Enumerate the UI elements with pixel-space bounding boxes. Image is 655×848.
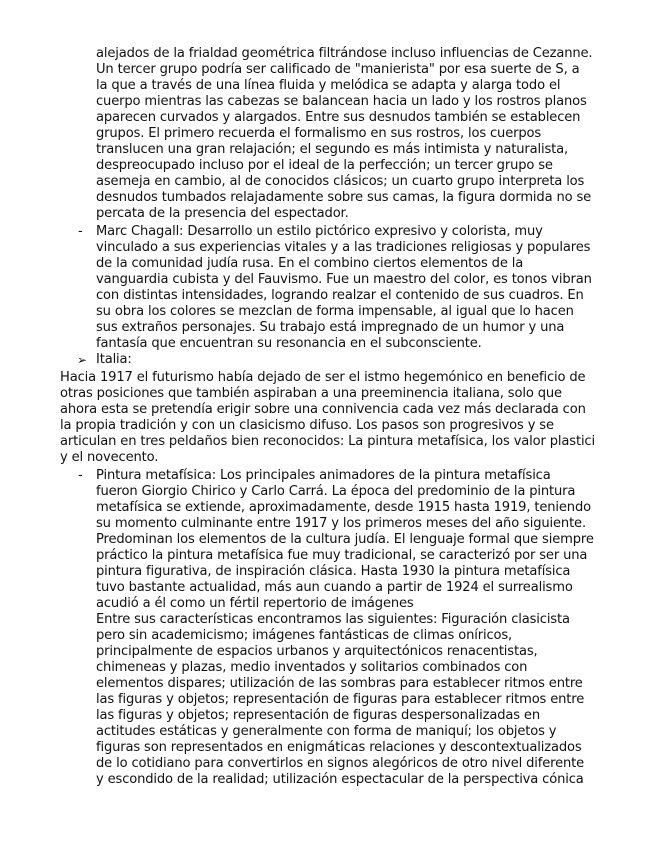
dash-bullet: - xyxy=(78,468,83,483)
text-line: elementos dispares; utilización de las sombras para establecer ritmos entre xyxy=(96,676,583,691)
text-line: chimeneas y plazas, medio inventados y solitarios combinados con xyxy=(96,660,528,675)
text-line: con distintas intensidades, logrando realzar el contenido de sus cuadros. En xyxy=(96,288,584,303)
text-line: grupos. El primero recuerda el formalismo en sus rostros, los cuerpos xyxy=(96,126,542,141)
text-line: de la comunidad judía rusa. En el combino ciertos elementos de la xyxy=(96,256,524,271)
text-line: vinculado a sus experiencias vitales y a las tradiciones religiosas y populares xyxy=(96,240,591,255)
text-line: y escondido de la realidad; utilización espectacular de la perspectiva cónica xyxy=(96,772,584,787)
text-line: la que a través de una línea fluida y melódica se adapta y alarga todo el xyxy=(96,78,561,93)
text-line: otras posiciones que también aspiraban a una preeminencia italiana, solo que xyxy=(60,386,562,401)
text-line: las figuras y objetos; representación de figuras para establecer ritmos entre xyxy=(96,692,585,707)
text-line: percata de la presencia del espectador. xyxy=(96,206,349,221)
text-line: despreocupado incluso por el ideal de la perfección; un tercer grupo se xyxy=(96,158,553,173)
text-line: y el novecento. xyxy=(60,450,159,465)
text-line: articulan en tres peldaños bien reconocidos: La pintura metafísica, los valor plastici xyxy=(60,434,595,449)
text-line: su momento culminante entre 1917 y los primeros meses del año siguiente. xyxy=(96,516,586,531)
text-line: Un tercer grupo podría ser calificado de "manierista" por esa suerte de S, a xyxy=(96,62,580,77)
text-line: Entre sus características encontramos las siguientes: Figuración clasicista xyxy=(96,612,570,627)
text-line: principalmente de espacios urbanos y arquitectónicos renacentistas, xyxy=(96,644,538,659)
text-line: actitudes estáticas y generalmente con forma de maniquí; los objetos y xyxy=(96,724,557,739)
text-line: fantasía que encuentran su resonancia en el subconsciente. xyxy=(96,336,482,351)
text-line: de lo cotidiano para convertirlos en signos alegóricos de otro nivel diferente xyxy=(96,756,585,771)
text-line: figuras son representados en enigmáticas relaciones y descontextualizados xyxy=(96,740,582,755)
text-line: asemeja en cambio, al de conocidos clásicos; un cuarto grupo interpreta los xyxy=(96,174,585,189)
text-line: sus extraños personajes. Su trabajo está impregnado de un humor y una xyxy=(96,320,565,335)
text-line: pero sin academicismo; imágenes fantásticas de climas oníricos, xyxy=(96,628,513,643)
section-heading-italia: Italia: xyxy=(96,352,132,367)
text-line: la propia tradición y con un clasicismo difuso. Los pasos son progresivos y se xyxy=(60,418,554,433)
dash-bullet: - xyxy=(78,224,83,239)
text-line: acudió a él como un fértil repertorio de imágenes xyxy=(96,596,414,611)
text-line: las figuras y objetos; representación de figuras despersonalizadas en xyxy=(96,708,540,723)
text-line: su obra los colores se mezclan de forma impensable, al igual que lo hacen xyxy=(96,304,574,319)
text-line: translucen una gran relajación; el segundo es más intimista y naturalista, xyxy=(96,142,569,157)
text-line: aparecen curvados y alargados. Entre sus desnudos también se establecen xyxy=(96,110,581,125)
text-line: Predominan los elementos de la cultura judía. El lenguaje formal que siempre xyxy=(96,532,594,547)
text-line: ahora esta se pretendía erigir sobre una connivencia cada vez más declarada con xyxy=(60,402,586,417)
text-line: práctico la pintura metafísica fue muy tradicional, se caracterizó por ser una xyxy=(96,548,588,563)
arrow-bullet-icon: ➢ xyxy=(77,353,88,367)
text-line: desnudos tumbados relajadamente sobre sus camas, la figura dormida no se xyxy=(96,190,592,205)
text-line: metafísica se extiende, aproximadamente, desde 1915 hasta 1919, teniendo xyxy=(96,500,591,515)
text-line: pintura figurativa, de inspiración clásica. Hasta 1930 la pintura metafísica xyxy=(96,564,571,579)
text-line: alejados de la frialdad geométrica filtrándose incluso influencias de Cezanne. xyxy=(96,46,593,61)
text-line: fueron Giorgio Chirico y Carlo Carrá. La época del predominio de la pintura xyxy=(96,484,576,499)
text-line: vanguardia cubista y del Fauvismo. Fue un maestro del color, es tonos vibran xyxy=(96,272,592,287)
text-line: cuerpo mientras las cabezas se balancean hacia un lado y los rostros planos xyxy=(96,94,587,109)
text-line: Pintura metafísica: Los principales animadores de la pintura metafísica xyxy=(96,468,551,483)
text-line: Marc Chagall: Desarrollo un estilo pictórico expresivo y colorista, muy xyxy=(96,224,543,239)
text-line: tuvo bastante actualidad, más aun cuando a partir de 1924 el surrealismo xyxy=(96,580,573,595)
text-line: Hacia 1917 el futurismo había dejado de ser el istmo hegemónico en beneficio de xyxy=(60,370,586,385)
